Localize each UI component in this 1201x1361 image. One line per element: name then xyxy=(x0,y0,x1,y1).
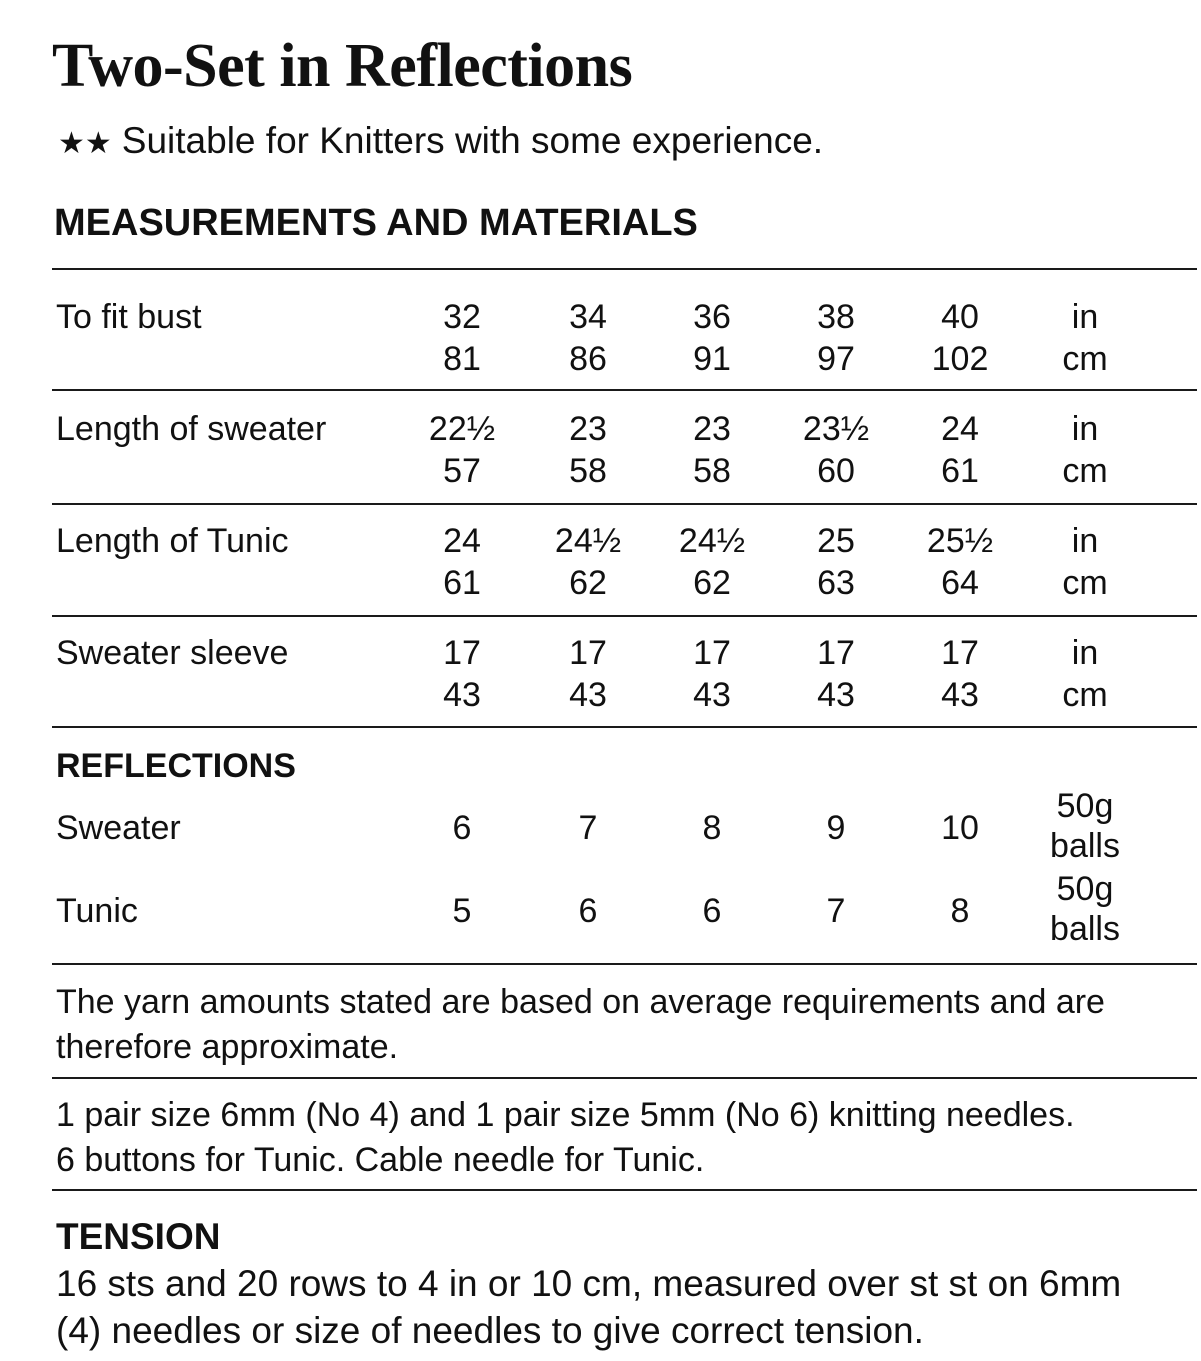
yarn-heading: REFLECTIONS xyxy=(56,747,296,785)
table-cell: 34 86 xyxy=(569,298,607,378)
table-cell: 25½ 64 xyxy=(926,522,994,602)
unit-cell: in cm xyxy=(1062,522,1108,602)
unit-cell: 50g balls xyxy=(1050,787,1120,865)
table-row-sweater-length xyxy=(0,408,1201,492)
divider xyxy=(52,1077,1197,1079)
yarn-note: The yarn amounts stated are based on average requirements and are therefore approximate. xyxy=(56,983,1105,1066)
table-row-sleeve xyxy=(0,632,1201,716)
table-cell: 40 102 xyxy=(931,298,989,378)
unit-cell: in cm xyxy=(1062,410,1108,490)
table-cell: 7 xyxy=(826,892,846,930)
divider xyxy=(52,726,1197,728)
page-title: Two-Set in Reflections xyxy=(52,32,633,100)
unit-cell: in cm xyxy=(1062,298,1108,378)
table-row-bust xyxy=(0,296,1201,380)
table-cell: 23 58 xyxy=(693,410,731,490)
table-cell: 24½ 62 xyxy=(678,522,746,602)
unit-cell: 50g balls xyxy=(1050,870,1120,948)
table-cell: 7 xyxy=(578,809,598,847)
row-label: Sweater sleeve xyxy=(56,634,289,672)
table-cell: 9 xyxy=(826,809,846,847)
table-cell: 24½ 62 xyxy=(554,522,622,602)
row-label: Sweater xyxy=(56,809,181,847)
row-label: To fit bust xyxy=(56,298,202,336)
row-label: Length of sweater xyxy=(56,410,327,448)
divider xyxy=(52,1189,1197,1191)
tension-heading: TENSION xyxy=(56,1216,221,1257)
difficulty-stars-icon: ★★ xyxy=(58,127,112,160)
table-cell: 8 xyxy=(702,809,722,847)
unit-cell: in cm xyxy=(1062,634,1108,714)
table-cell: 6 xyxy=(578,892,598,930)
difficulty-line xyxy=(58,118,823,167)
yarn-row-tunic xyxy=(0,869,1201,953)
table-cell: 17 43 xyxy=(941,634,979,714)
table-cell: 24 61 xyxy=(443,522,481,602)
table-cell: 32 81 xyxy=(443,298,481,378)
divider xyxy=(52,963,1197,965)
tension-text: 16 sts and 20 rows to 4 in or 10 cm, measured over st st on 6mm (4) needles or size of needles to give correct tension. xyxy=(56,1263,1122,1351)
table-cell: 22½ 57 xyxy=(428,410,496,490)
table-cell: 23½ 60 xyxy=(802,410,870,490)
divider xyxy=(52,268,1197,270)
table-cell: 6 xyxy=(702,892,722,930)
row-label: Length of Tunic xyxy=(56,522,289,560)
table-cell: 23 58 xyxy=(569,410,607,490)
table-cell: 24 61 xyxy=(941,410,979,490)
measurements-heading: MEASUREMENTS AND MATERIALS xyxy=(54,202,698,244)
table-cell: 5 xyxy=(452,892,472,930)
table-cell: 17 43 xyxy=(693,634,731,714)
table-row-tunic-length xyxy=(0,520,1201,604)
table-cell: 36 91 xyxy=(693,298,731,378)
table-cell: 10 xyxy=(941,809,979,847)
table-cell: 25 63 xyxy=(817,522,855,602)
difficulty-text: Suitable for Knitters with some experience. xyxy=(121,120,824,161)
table-cell: 6 xyxy=(452,809,472,847)
table-cell: 8 xyxy=(950,892,970,930)
table-cell: 17 43 xyxy=(569,634,607,714)
table-cell: 38 97 xyxy=(817,298,855,378)
divider xyxy=(52,389,1197,391)
divider xyxy=(52,615,1197,617)
table-cell: 17 43 xyxy=(443,634,481,714)
yarn-row-sweater xyxy=(0,786,1201,870)
table-cell: 17 43 xyxy=(817,634,855,714)
divider xyxy=(52,503,1197,505)
needles-note: 1 pair size 6mm (No 4) and 1 pair size 5mm (No 6) knitting needles. 6 buttons for Tunic. Cable needle for Tunic. xyxy=(56,1096,1075,1179)
row-label: Tunic xyxy=(56,892,138,930)
